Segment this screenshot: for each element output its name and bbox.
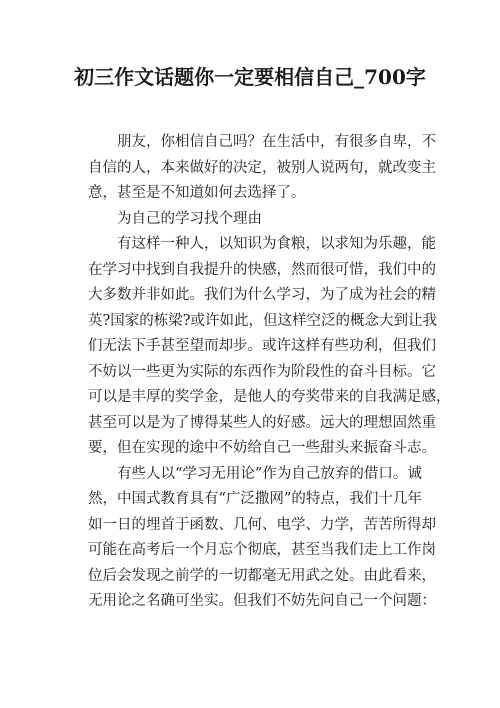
text-line: 在学习中找到自我提升的快感，然而很可惜，我们中的	[88, 261, 436, 278]
text-line: 甚至可以是为了博得某些人的好感。远大的理想固然重	[88, 414, 436, 431]
document-body	[88, 130, 451, 615]
text-line: 意，甚至是不知道如何去选择了。	[88, 185, 306, 201]
text-line: 英?国家的栋梁?或许如此，但这样空泛的概念大到让我	[88, 312, 438, 329]
text-line: 大多数并非如此。我们为什么学习，为了成为社会的精	[88, 287, 436, 303]
text-line: 要，但在实现的途中不妨给自己一些甜头来振奋斗志。	[88, 440, 436, 456]
text-line: 可能在高考后一个月忘个彻底，甚至当我们走上工作岗	[88, 542, 436, 558]
text-line: 自信的人，本来做好的决定，被别人说两句，就改变主	[88, 159, 436, 176]
text-line: 可以是丰厚的奖学金，是他人的夸奖带来的自我满足感，	[88, 389, 451, 405]
text-line: 有这样一种人，以知识为食粮，以求知为乐趣，能	[117, 236, 436, 252]
text-line: 们无法下手甚至望而却步。或许这样有些功利，但我们	[88, 338, 436, 354]
text-line: 无用论之名确可坐实。但我们不妨先问自己一个问题：	[88, 593, 436, 609]
document-title: 初三作文话题你一定要相信自己_700字	[74, 65, 426, 89]
text-line: 如一日的埋首于函数、几何、电学、力学，苦苦所得却	[88, 516, 436, 533]
text-line: 位后会发现之前学的一切都毫无用武之处。由此看来，	[88, 567, 436, 584]
text-line: 有些人以“学习无用论”作为自己放弃的借口。诚	[117, 465, 422, 482]
text-line: 为自己的学习找个理由	[117, 210, 262, 227]
text-line: 不妨以一些更为实际的东西作为阶段性的奋斗目标。它	[88, 363, 436, 380]
text-line: 朋友，你相信自己吗？在生活中，有很多自卑，不	[117, 134, 436, 150]
text-line: 然，中国式教育具有“广泛撒网”的特点，我们十几年	[88, 491, 422, 507]
